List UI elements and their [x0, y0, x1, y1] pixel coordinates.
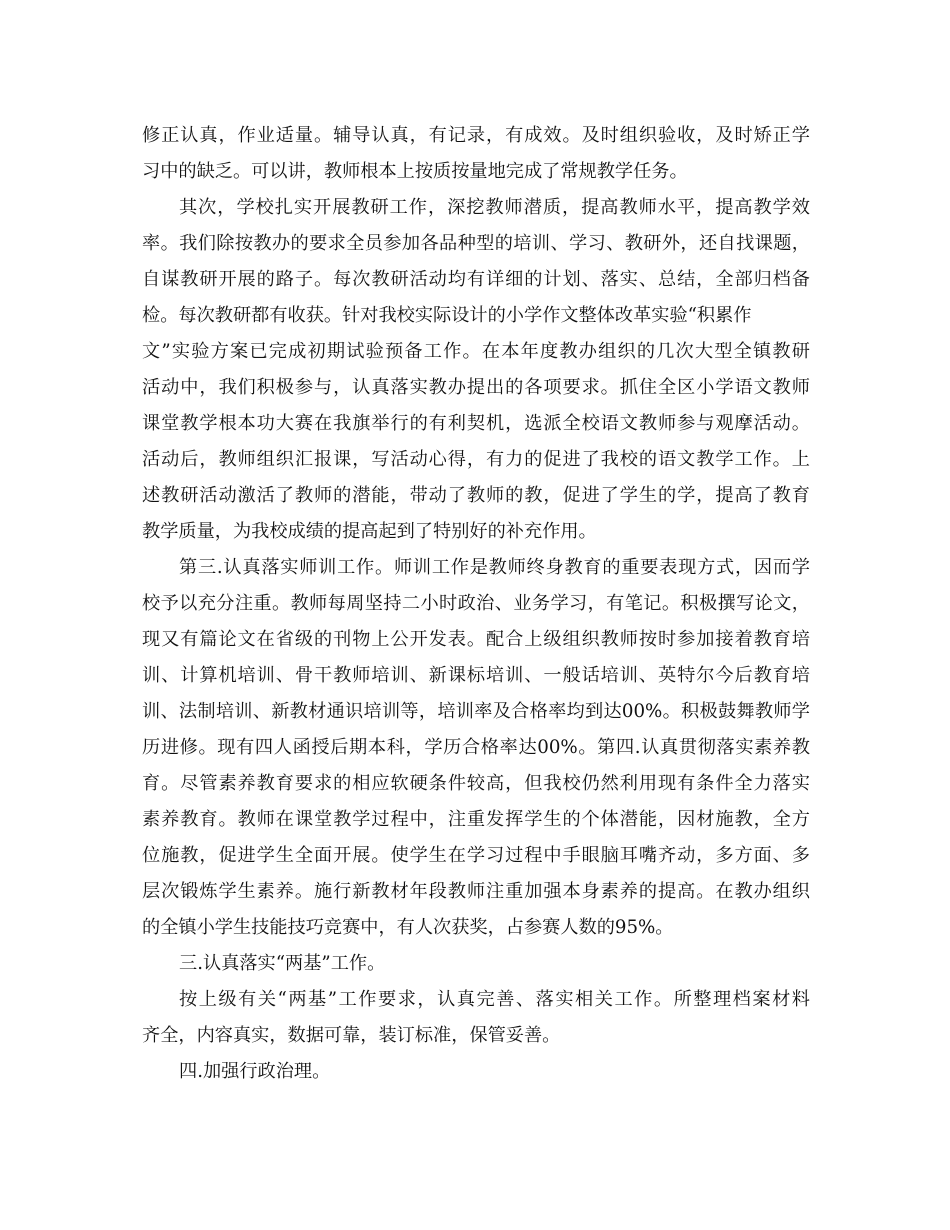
text-line: 述教研活动激活了教师的潜能，带动了教师的教，促进了学生的学，提高了教育 [142, 485, 810, 506]
text-line: 训、法制培训、新教材通识培训等，培训率及合格率均到达00%。积极鼓舞教师学 [142, 701, 810, 722]
text-line: 现又有篇论文在省级的刊物上公开发表。配合上级组织教师按时参加接着教育培 [142, 629, 810, 650]
text-line: 历进修。现有四人函授后期本科，学历合格率达00%。第四.认真贯彻落实素养教 [142, 737, 810, 758]
text-line: 习中的缺乏。可以讲，教师根本上按质按量地完成了常规教学任务。 [142, 161, 688, 182]
text-line: 第三.认真落实师训工作。师训工作是教师终身教育的重要表现方式，因而学 [179, 557, 810, 578]
text-line: 活动中，我们积极参与，认真落实教办提出的各项要求。抓住全区小学语文教师 [142, 377, 810, 398]
text-line: 其次，学校扎实开展教研工作，深挖教师潜质，提高教师水平，提高教学效 [179, 197, 810, 218]
text-line: 素养教育。教师在课堂教学过程中，注重发挥学生的个体潜能，因材施教，全方 [142, 809, 810, 830]
text-line: 修正认真，作业适量。辅导认真，有记录，有成效。及时组织验收，及时矫正学 [142, 125, 810, 146]
text-line: 按上级有关“两基”工作要求，认真完善、落实相关工作。所整理档案材料 [179, 989, 810, 1010]
text-line: 活动后，教师组织汇报课，写活动心得，有力的促进了我校的语文教学工作。上 [142, 449, 810, 470]
text-line: 教学质量，为我校成绩的提高起到了特别好的补充作用。 [142, 521, 597, 542]
text-line: 自谋教研开展的路子。每次教研活动均有详细的计划、落实、总结，全部归档备 [142, 269, 810, 290]
text-line: 四.加强行政治理。 [179, 1061, 331, 1082]
text-line: 的全镇小学生技能技巧竞赛中，有人次获奖，占参赛人数的95%。 [142, 917, 674, 938]
text-line: 率。我们除按教办的要求全员参加各品种型的培训、学习、教研外，还自找课题， [142, 233, 810, 254]
document-body [142, 118, 810, 1090]
text-line: 检。每次教研都有收获。针对我校实际设计的小学作文整体改革实验“积累作 [142, 305, 752, 326]
text-line: 校予以充分注重。教师每周坚持二小时政治、业务学习，有笔记。积极撰写论文， [142, 593, 810, 614]
text-line: 层次锻炼学生素养。施行新教材年段教师注重加强本身素养的提高。在教办组织 [142, 881, 810, 902]
text-line: 位施教，促进学生全面开展。使学生在学习过程中手眼脑耳嘴齐动，多方面、多 [142, 845, 810, 866]
text-line: 课堂教学根本功大赛在我旗举行的有利契机，选派全校语文教师参与观摩活动。 [142, 413, 810, 434]
text-line: 文”实验方案已完成初期试验预备工作。在本年度教办组织的几次大型全镇教研 [142, 341, 810, 362]
text-line: 训、计算机培训、骨干教师培训、新课标培训、一般话培训、英特尔今后教育培 [142, 665, 810, 686]
text-line: 三.认真落实“两基”工作。 [179, 953, 386, 974]
text-line: 育。尽管素养教育要求的相应软硬条件较高，但我校仍然利用现有条件全力落实 [142, 773, 810, 794]
text-line: 齐全，内容真实，数据可靠，装订标准，保管妥善。 [142, 1025, 561, 1046]
